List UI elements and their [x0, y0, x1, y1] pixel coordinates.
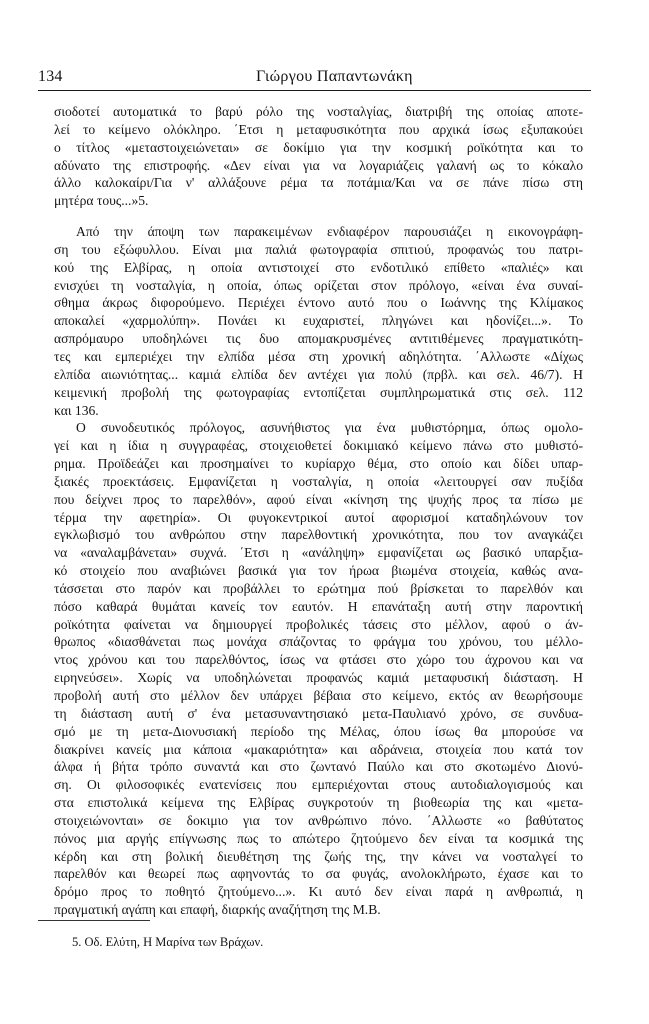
- text-line: κού της Ελβίρας, η οποία αντιστοιχεί στο ενδοτιλικό επίθετο «παλιές» και: [54, 259, 583, 275]
- text-line: κέρδη και στη βολική διευθέτηση της ζωής της, την κάνει να νοσταλγεί το: [54, 848, 583, 864]
- running-head-author: Γιώργου Παπαντωνάκη: [256, 68, 413, 85]
- text-line: αποκαλεί «χαρμολύπη». Πονάει κι ευχαριστεί, πληγώνει και ηδονίζει...». Το: [54, 313, 583, 329]
- text-line: πραγματική αγάπη και επαφή, διαρκής αναζήτηση της Μ.Β.: [54, 902, 381, 918]
- paragraph: [54, 103, 583, 210]
- text-line: ενισχύει τη νοσταλγία, η οποία, όπως ορίζεται στον πρόλογο, «είναι ένα συναί-: [54, 277, 583, 293]
- text-line: ροϊκότητα φαίνεται να δημιουργεί προβολικές τάσεις στο μέλλον, αφού ο άν-: [54, 616, 583, 632]
- running-header: [38, 68, 591, 91]
- text-line: ρημα. Προϊδεάζει και προσημαίνει το κυρίαρχο θέμα, στο οποίο και δίδει υπαρ-: [54, 456, 583, 472]
- text-line: στα επιστολικά κείμενα της Ελβίρας συγκροτούν τη βιοθεωρία της και «μετα-: [54, 795, 583, 811]
- text-line: Ο συνοδευτικός πρόλογος, ασυνήθιστος για ένα μυθιστόρημα, όπως ομολο-: [76, 420, 583, 436]
- text-line: σθημα άκρως διφορούμενο. Περιέχει έντονο αυτό που ο Ιωάννης της Κλίμακος: [54, 295, 583, 311]
- text-line: γεί και η ίδια η συγγραφέας, στοιχειοθετεί δοκιμιακό κείμενο πάνω στο μυθιστό-: [54, 438, 583, 454]
- text-line: τες και εμπεριέχει την ελπίδα μέσα στη χρονική αδηλότητα. ΄Αλλωστε «Δίχως: [54, 348, 583, 364]
- footnote-divider: [38, 920, 150, 921]
- text-line: ντος χρόνου και του παρελθόντος, ίσως να φτάσει στο χώρο του άχρονου και να: [54, 652, 583, 668]
- text-line: ειρηνεύσει». Χωρίς να υποδηλώνεται προφανώς καμιά μεταφυσική διάσταση. Η: [54, 670, 583, 686]
- text-line: θρωπος «διασθάνεται πως μονάχα σπάζοντας το φράγμα του χρόνου, του μέλλο-: [54, 634, 583, 650]
- text-line: ση. Οι φιλοσοφικές ενατενίσεις που εμπεριέχονται στους αυτοδιαλογισμούς και: [54, 777, 583, 793]
- text-line: σιοδοτεί αυτοματικά το βαρύ ρόλο της νοσταλγίας, διατριβή της οποίας αποτε-: [54, 104, 583, 119]
- text-line: δρόμο προς το ποθητό ζητούμενο...». Κι αυτό δεν είναι παρά η ανθρωπιά, η: [54, 884, 583, 900]
- text-line: παρελθόν και θεωρεί πως αφηνοντάς το σα φυγάς, ανολοκλήρωτο, έχασε και το: [54, 866, 583, 882]
- text-line: άλφα ή βήτα τρόπο συναντά και στο ζωντανό Παύλο και στο σκοτωμένο Διονύ-: [54, 759, 583, 775]
- text-line: και 136.: [54, 402, 99, 418]
- text-line: που δείχνει προς το παρελθόν», αφού είναι «κίνηση της ψυχής προς τα πίσω με: [54, 491, 583, 507]
- paragraph: [54, 419, 583, 919]
- text-line: Από την άποψη των παρακειμένων ενδιαφέρον παρουσιάζει η εικονογράφη-: [76, 224, 583, 240]
- footnote: 5. Οδ. Ελύτη, Η Μαρίνα των Βράχων.: [72, 935, 264, 949]
- paragraph: [54, 223, 583, 419]
- text-line: ξιακές προεκτάσεις. Εμφανίζεται η νοσταλγία, η οποία «λειτουργεί σαν πυξίδα: [54, 473, 583, 489]
- text-line: διακρίνει κανείς μια κάποια «μακαριότητα» και αδράνεια, στοιχεία που κατά τον: [54, 741, 583, 757]
- text-line: τάσσεται στο παρόν και προβάλλει το ερώτημα πού βρίσκεται το παρελθόν και: [54, 580, 583, 596]
- text-line: τέρμα την αφετηρία». Οι φυγοκεντρικοί αυτοί αφορισμοί καταδηλώνουν τον: [54, 509, 583, 525]
- text-line: άλλο καλοκαίρι/Για ν' αλλάξουνε ρέμα τα ποτάμια/Και να σε πάνε πίσω στη: [54, 175, 583, 191]
- text-line: λεί το κείμενο ολόκληρο. ΄Ετσι η μεταφυσικότητα που αρχικά ίσως εξυπακούει: [54, 121, 583, 137]
- text-line: εγκλωβισμό του ανθρώπου στην παρελθοντική χρονικότητα, που τον αναγκάζει: [54, 527, 583, 543]
- text-line: μητέρα τους...»5.: [54, 193, 149, 209]
- text-line: ασπρόμαυρο υποδηλώνει τις δυο απομακρυσμένες αντιτιθέμενες πραγματικότη-: [54, 331, 583, 347]
- text-line: τη διάσταση αυτή σ' ένα μετασυναντησιακό μετα-Παυλιανό χρόνο, σε συνδυα-: [54, 705, 583, 721]
- text-line: ελπίδα αιωνιότητας... καμιά ελπίδα δεν αντέχει για πολύ (πρβλ. και σελ. 46/7). Η: [54, 366, 583, 382]
- text-line: κειμενική προβολή της φωτογραφίας εντοπίζεται συμπληρωματικά στις σελ. 112: [54, 384, 583, 400]
- text-line: πόσο καθαρά θυμάται κανείς τον εαυτόν. Η επανάταξη αυτή στην παροντική: [54, 598, 583, 614]
- page-number: 134: [38, 68, 63, 85]
- body-text: [54, 103, 583, 919]
- text-line: στοιχειώνονται» σε δοκιμιο για τον ανθρώπινο πόνο. ΄Αλλωστε «ο βαθύτατος: [54, 812, 583, 828]
- text-line: αδύνατο της επιστροφής. «Δεν είναι για να λογαριάζεις γαλανή ως το κόκαλο: [54, 157, 583, 173]
- text-line: ο τίτλος «μεταστοιχειώνεται» σε δοκίμιο για την κοσμική ροϊκότητα και το: [54, 139, 583, 155]
- text-line: να «αναλαμβάνεται» συχνά. ΄Ετσι η «ανάληψη» εμφανίζεται ως βασικό υπαρξια-: [54, 545, 583, 561]
- text-line: προβολή αυτή στο μέλλον δεν υπάρχει βέβαια στο κείμενο, εκτός αν θεωρήσουμε: [54, 688, 583, 703]
- text-line: κό στοιχείο που αναβιώνει βασικά για τον ήρωα βιωμένα στοιχεία, καθώς ανα-: [54, 563, 583, 579]
- text-line: ση του εξώφυλλου. Είναι μια παλιά φωτογραφία σπιτιού, προφανώς του πατρι-: [54, 241, 583, 257]
- text-line: πόνος μια αργής επίγνωσης πως το απώτερο ζητούμενο δεν είναι τα κοσμικά της: [54, 830, 583, 846]
- text-line: σμό με τη μετα-Διονυσιακή περίοδο της Μέλας, όπου ίσως θα μπορούσε να: [54, 723, 583, 739]
